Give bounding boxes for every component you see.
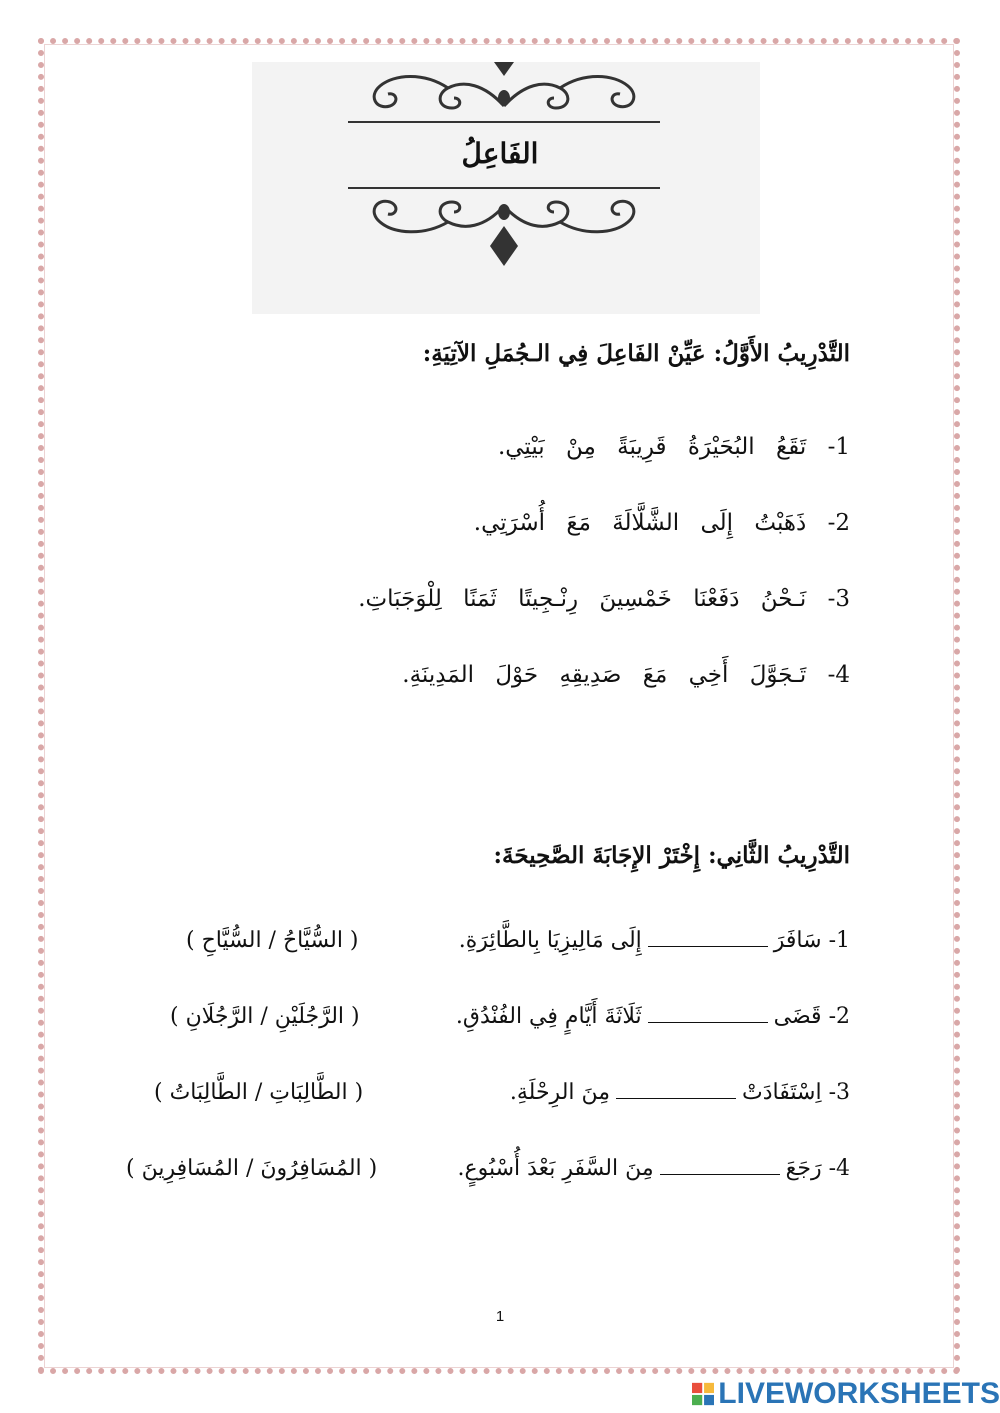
answer-blank[interactable] xyxy=(648,1004,768,1023)
answer-choices[interactable]: ( المُسَافِرُونَ / المُسَافِرِينَ ) xyxy=(126,1156,378,1181)
bottom-ornament xyxy=(344,184,664,270)
exercise1-item[interactable]: 3- نَـحْنُ دَفَعْنَا خَمْسِينَ رِنْـجِيتًا ثَمَنًا لِلْوَجَبَاتِ. xyxy=(358,586,850,612)
sentence-end: مِنَ الرِحْلَةِ. xyxy=(509,1080,611,1105)
sentence-end: إِلَى مَالِيزِيَا بِالطَّائِرَةِ. xyxy=(458,928,642,953)
liveworksheets-logo-icon xyxy=(692,1382,714,1406)
exercise2-item xyxy=(120,1004,850,1044)
answer-blank[interactable] xyxy=(648,928,768,947)
page-number: 1 xyxy=(495,1308,505,1325)
exercise1-heading: التَّدْرِيبُ الأَوَّلُ: عَيِّنْ الفَاعِلَ فِي الـجُمَلِ الآتِيَةِ: xyxy=(422,340,850,367)
exercise2-heading: التَّدْرِيبُ الثَّانِي: إِخْتَرْ الإِجَابَةَ الصَّحِيحَةَ: xyxy=(493,842,850,869)
answer-blank[interactable] xyxy=(660,1156,780,1175)
liveworksheets-brand[interactable] xyxy=(692,1376,1000,1412)
sentence-start: 1- سَافَرَ xyxy=(773,928,850,953)
answer-choices[interactable]: ( السُّيَّاحُ / السُّيَّاحِ ) xyxy=(186,928,359,953)
exercise1-item[interactable]: 1- تَقَعُ البُحَيْرَةُ قَرِيبَةً مِنْ بَيْتِي. xyxy=(497,434,850,460)
exercise2-item xyxy=(120,1080,850,1120)
worksheet-title: الفَاعِلُ xyxy=(461,137,539,170)
exercise2-item xyxy=(120,1156,850,1196)
answer-choices[interactable]: ( الطَّالِبَاتِ / الطَّالِبَاتُ ) xyxy=(154,1080,364,1105)
exercise2-item xyxy=(120,928,850,968)
sentence-start: 2- قَضَى xyxy=(773,1004,850,1029)
exercise1-item[interactable]: 2- ذَهَبْتُ إِلَى الشَّلَّالَةَ مَعَ أُسْرَتِي. xyxy=(473,510,850,536)
top-ornament xyxy=(344,62,664,128)
sentence-end: ثَلَاثَةَ أَيَّامٍ فِي الفُنْدُقِ. xyxy=(455,1004,642,1029)
brand-name: LIVEWORKSHEETS xyxy=(718,1377,1000,1410)
exercise1-item[interactable]: 4- تَـجَوَّلَ أَخِي مَعَ صَدِيقِهِ حَوْلَ المَدِينَةِ. xyxy=(402,662,850,688)
sentence-end: مِنَ السَّفَرِ بَعْدَ أُسْبُوعٍ. xyxy=(457,1156,654,1181)
answer-choices[interactable]: ( الرَّجُلَيْنِ / الرَّجُلَانِ ) xyxy=(170,1004,360,1029)
answer-blank[interactable] xyxy=(616,1080,736,1099)
sentence-start: 3- اِسْتَفَادَتْ xyxy=(742,1080,850,1105)
sentence-start: 4- رَجَعَ xyxy=(785,1156,850,1181)
